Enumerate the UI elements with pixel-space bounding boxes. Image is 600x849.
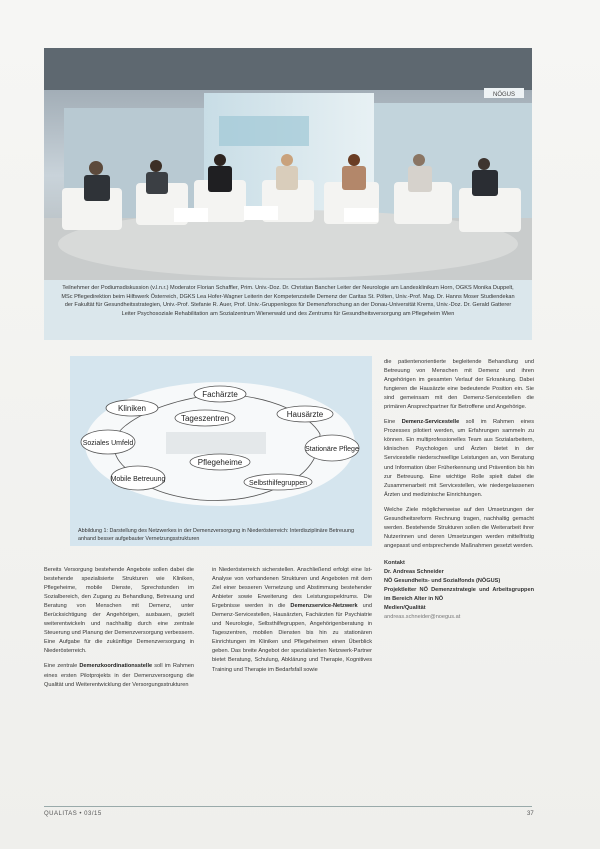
text-column-middle <box>212 566 372 681</box>
text-span: soll im Rahmen eines Prozesses pilotiert werden, um Erfahrungen sammeln zu können. Ein multiprofessionelles Team aus Sozialarbeitern, klinischen Psychologen und Ärzten bietet in der Servicestelle niederschwellige Leistungen an, von Beratung und Information über Früherkennung und Prävention bis hin zur Betreuung. Eine wichtige Rolle spielt dabei die Zusammenarbeit mit Servicestellen, wie niedergelassenen Ärzten und medizinische Einrichtungen. <box>384 419 534 498</box>
node-pflegeheime: Pflegeheime <box>197 458 243 467</box>
footer-rule <box>44 806 532 807</box>
paragraph <box>44 662 194 689</box>
panel-discussion-photo <box>44 48 532 280</box>
network-figure <box>70 356 372 546</box>
text-column-right <box>384 358 534 622</box>
node-selbsthilfe: Selbsthilfegruppen <box>249 480 307 487</box>
node-fachaerzte: Fachärzte <box>202 390 238 399</box>
journal-footer: QUALITAS • 03/15 <box>44 811 102 817</box>
text-span: und Demenz-Servicestellen, Hausärzten, Fachärzten für Psychiatrie und Neurologie, Selbsthilfegruppen, Angehörigenberatung in Tageszentren, mobilen Diensten bis hin zu stationären Einrichtungen im Kliniken und Pflegeheimen einen Überblick geben. Das breite Angebot der spezialisierten Netzwerk-Partner bietet Beratung, Schulung, Abklärung und Therapie, Kognitives Training und Therapie im Bedarfsfall sowie <box>212 603 372 673</box>
photo-caption: Teilnehmer der Podiumsdiskussion (v.l.n.r.) Moderator Florian Schaffler, Prim. Univ.-Doz. Dr. Christian Bancher Leiter der Neurologie am Landesklinikum Horn, OGKS Monika Duppelt, MSc Pflegedirektion beim Hilfswerk Österreich, DGKS Lea Hofer-Wagner Leiterin der Kompetenzstelle Demenz der Caritas St. Pölten, Univ.-Prof. Mag. Dr. Hanns Moser Studiendekan der Fakultät für Gesundheitsstrategien, Univ.-Prof. Stefanie R. Auer, Prof. Univ.-Gruppenlogos für Demenzforschung an der Donau-Universität Krems, Univ.-Doz. Dr. Gerald Gatterer Leiter Psychosoziale Rehabilitation am Sozialzentrum Wienerwald und des Zentrums für Gesundheitsversorgung am Pflegeheim Wien <box>44 280 532 340</box>
contact-email-link[interactable]: andreas.schneider@noegus.at <box>384 614 461 621</box>
page-number: 37 <box>527 811 534 817</box>
contact-label: Kontakt <box>384 559 405 566</box>
paragraph <box>212 566 372 675</box>
bold-term: Demenz-Servicestelle <box>401 419 460 426</box>
banner-logo-text: NÖGUS <box>492 92 516 98</box>
text-column-left <box>44 566 194 696</box>
bold-term: Demenzkoordinationsstelle <box>79 663 153 670</box>
contact-name: Dr. Andreas Schneider <box>384 568 444 575</box>
paragraph: Welche Ziele möglicherweise auf den Umsetzungen der Gesundheitsreform Rechnung tragen, nachhaltig gemacht werden. Bestehende Strukturen sollen die Weiterarbeit ihrer Nutzerinnen und deren Umsetzungen werden mittelfristig angepasst und entsprechende Maßnahmen gesetzt werden. <box>384 506 534 549</box>
contact-project: Projektleiter NÖ Demenzstrategie und Arbeitsgruppen im Bereich Alter in NÖ <box>384 587 534 603</box>
text-span: Eine zentrale <box>44 663 80 670</box>
node-tageszentren: Tageszentren <box>180 414 230 423</box>
bold-term: Demenzservice-Netzwerk <box>290 603 358 610</box>
contact-block <box>384 559 534 622</box>
figure-caption: Abbildung 1: Darstellung des Netzwerkes in der Demenzversorgung in Niederösterreich: Interdisziplinäre Betreuung anhand besser aufgebauter Vernetzungsstrukturen <box>78 528 354 542</box>
paragraph: Bereits Versorgung bestehende Angebote sollen dabei die bestehende spezialisierte Strukturen wie Kliniken, Pflegeheime, mobile Dienste, Sprechstunden im Sozialbereich, den Zugang zu Behandlung, Betreuung und Beratung von Menschen mit Demenz, unter Berücksichtigung der Angehörigen, ausbauen, gezielt weiterentwickeln und nachhaltig durch eine zentrale Steuerung und Planung der Demenzversorgung verbessern. Eine Aufgabe für die zukünftige Demenzversorgung in Niederösterreich. <box>44 567 194 655</box>
text-span: in Niederösterreich sicherstellen. Anschließend erfolgt eine Ist-Analyse von vorhandenen Strukturen und Angeboten mit dem Ziel einer besseren Vernetzung und Abstimmung bestehender Anbieter sowie Erweiterung des Leistungsspektrums. Die Ergebnisse werden in die <box>212 567 372 610</box>
text-span: soll im Rahmen eines ersten Pilotprojekts in der Demenzversorgung die Qualität und Weiterentwicklung der Versorgungsstrukturen <box>44 663 194 688</box>
paragraph: die patientenorientierte begleitende Behandlung und Betreuung von Menschen mit Demenz und ihren Angehörigen im gesamten Verlauf der Erkrankung. Dabei fungieren die Hausärzte eine bedeutende Position ein. Sie sind gemeinsam mit den Demenz-Servicestellen die primären Ansprechpartner für Betroffene und Angehörige. <box>384 359 534 411</box>
node-umfeld: Soziales Umfeld <box>82 440 134 447</box>
node-kliniken: Kliniken <box>117 404 147 413</box>
node-mobil: Mobile Betreuung <box>110 476 166 483</box>
contact-org: NÖ Gesundheits- und Sozialfonds (NÖGUS) <box>384 578 501 585</box>
node-stationaer: Stationäre Pflege <box>305 446 359 453</box>
node-hausaerzte: Hausärzte <box>286 410 324 419</box>
paragraph <box>384 418 534 499</box>
text-span: Eine <box>384 419 402 426</box>
contact-sub: Medien/Qualität <box>384 605 426 612</box>
